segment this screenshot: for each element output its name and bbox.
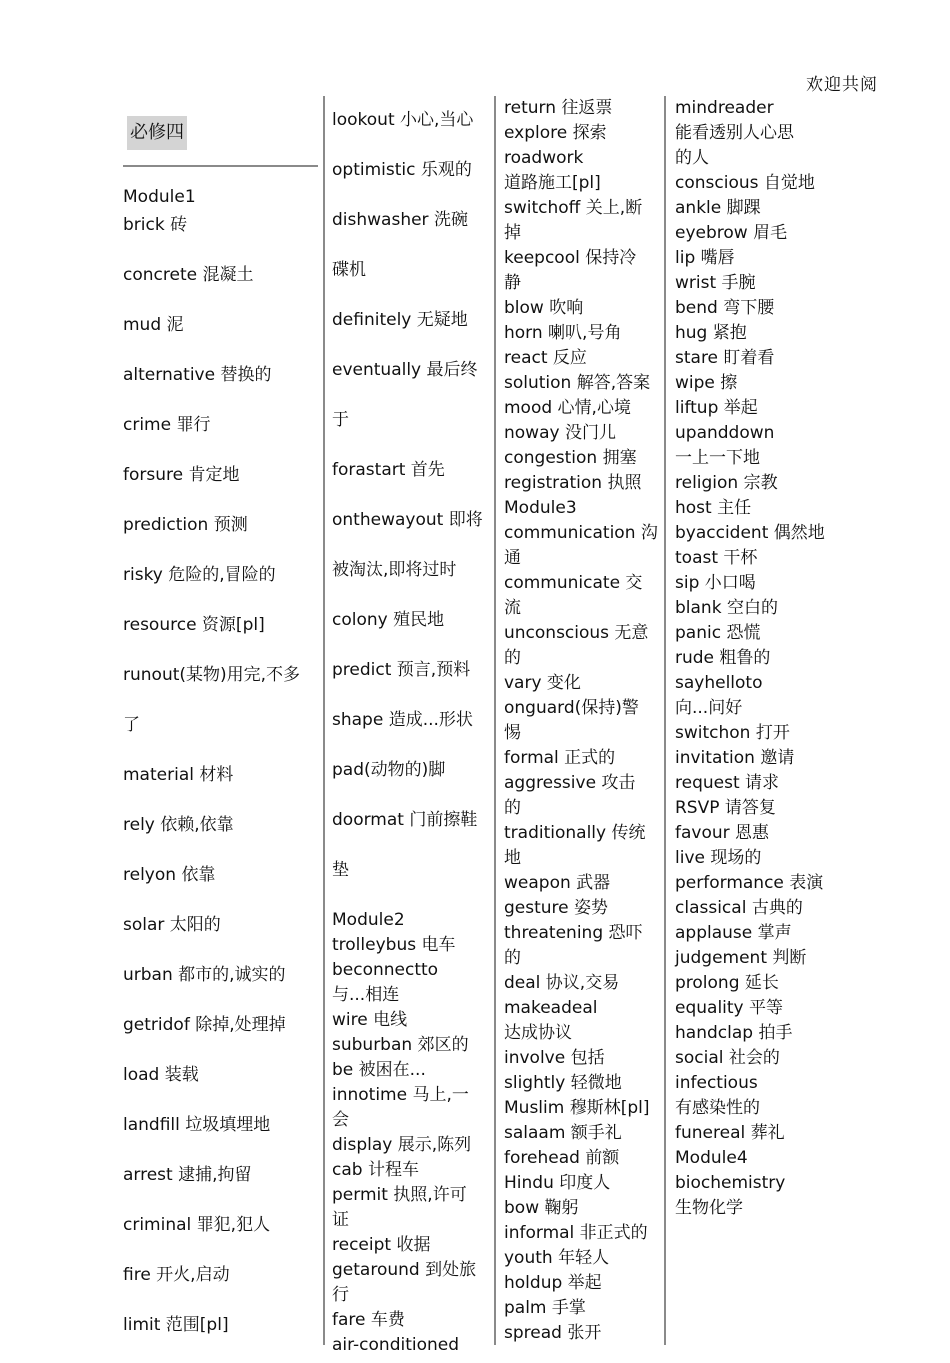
vocab-entry: byaccident 偶然地 [675, 523, 825, 543]
vocab-entry: judgement 判断 [675, 948, 807, 968]
vocab-entry: risky 危险的,冒险的 [123, 565, 276, 585]
vocab-entry: slightly 轻微地 [504, 1073, 622, 1093]
vocab-entry: social 社会的 [675, 1048, 780, 1068]
vocab-entry: lookout 小心,当心 [332, 110, 474, 130]
vocab-entry: informal 非正式的 [504, 1223, 648, 1243]
vocab-entry: sip 小口喝 [675, 573, 756, 593]
vocab-entry: religion 宗教 [675, 473, 778, 493]
vocab-entry: rely 依赖,依靠 [123, 815, 234, 835]
vocab-entry: arrest 逮捕,拘留 [123, 1165, 252, 1185]
vocab-entry: 流 [504, 598, 521, 618]
vocab-entry: stare 盯着看 [675, 348, 775, 368]
vocab-entry: congestion 拥塞 [504, 448, 637, 468]
vocab-entry: receipt 收据 [332, 1235, 431, 1255]
vocab-entry: 惕 [504, 723, 521, 743]
vocab-entry: 有感染性的 [675, 1098, 760, 1118]
vocab-entry: roadwork [504, 148, 584, 168]
vocab-entry: panic 恐慌 [675, 623, 761, 643]
vocab-entry: 证 [332, 1210, 349, 1230]
vocab-entry: 被淘汰,即将过时 [332, 560, 457, 580]
vocab-entry: criminal 罪犯,犯人 [123, 1215, 271, 1235]
vocab-entry: 地 [504, 848, 521, 868]
vocab-entry: 能看透别人心思 [675, 123, 794, 143]
vocab-list [675, 96, 835, 1221]
vocab-entry: optimistic 乐观的 [332, 160, 472, 180]
vocab-entry: solution 解答,答案 [504, 373, 651, 393]
vocab-list [504, 96, 659, 1346]
vocab-entry: noway 没门儿 [504, 423, 616, 443]
vocab-entry: bend 弯下腰 [675, 298, 775, 318]
vocab-entry: colony 殖民地 [332, 610, 445, 630]
vocab-entry: getridof 除掉,处理掉 [123, 1015, 286, 1035]
vocab-entry: gesture 姿势 [504, 898, 609, 918]
vocab-entry: traditionally 传统 [504, 823, 646, 843]
vocab-entry: 向...问好 [675, 698, 743, 718]
vocab-entry: formal 正式的 [504, 748, 616, 768]
vocab-entry: applause 掌声 [675, 923, 792, 943]
vocab-entry: forsure 肯定地 [123, 465, 240, 485]
vocab-entry: wrist 手腕 [675, 273, 756, 293]
vocab-entry: runout(某物)用完,不多 [123, 665, 301, 685]
vocab-entry: innotime 马上,一 [332, 1085, 469, 1105]
vocab-entry: pad(动物的)脚 [332, 760, 446, 780]
vocab-entry: involve 包括 [504, 1048, 605, 1068]
vocab-entry: invitation 邀请 [675, 748, 795, 768]
vocab-entry: 的人 [675, 148, 709, 168]
vocab-entry: holdup 举起 [504, 1273, 602, 1293]
vocab-entry: unconscious 无意 [504, 623, 649, 643]
vocab-entry: registration 执照 [504, 473, 642, 493]
vocab-entry: horn 喇叭,号角 [504, 323, 622, 343]
vocab-entry: 道路施工[pl] [504, 173, 601, 193]
vocab-column-4 [675, 96, 830, 1345]
vocab-entry: 的 [504, 948, 521, 968]
vocab-entry: permit 执照,许可 [332, 1185, 467, 1205]
vocab-entry: request 请求 [675, 773, 780, 793]
vocab-entry: Hindu 印度人 [504, 1173, 611, 1193]
vocab-entry: beconnectto [332, 960, 439, 980]
vocab-entry: crime 罪行 [123, 415, 211, 435]
vocab-list [332, 108, 487, 1358]
vocab-entry: live 现场的 [675, 848, 762, 868]
vocab-entry: air-conditioned [332, 1335, 460, 1355]
vocab-entry: RSVP 请答复 [675, 798, 776, 818]
vocab-entry: weapon 武器 [504, 873, 611, 893]
vocab-entry: 一上一下地 [675, 448, 760, 468]
module-heading: Module2 [332, 910, 405, 930]
vocab-entry: forehead 前额 [504, 1148, 620, 1168]
vocab-entry: material 材料 [123, 765, 234, 785]
vocab-entry: liftup 举起 [675, 398, 758, 418]
vocab-entry: display 展示,陈列 [332, 1135, 472, 1155]
column-separator [323, 96, 325, 1345]
vocab-entry: explore 探索 [504, 123, 607, 143]
vocab-column-3 [504, 96, 657, 1345]
vocab-entry: 会 [332, 1110, 349, 1130]
vocab-entry: definitely 无疑地 [332, 310, 468, 330]
vocab-entry: 掉 [504, 223, 521, 243]
column-separator [494, 96, 496, 1345]
vocab-entry: upanddown [675, 423, 775, 443]
vocab-entry: 达成协议 [504, 1023, 572, 1043]
vocab-entry: palm 手掌 [504, 1298, 586, 1318]
vocab-entry: keepcool 保持冷 [504, 248, 637, 268]
vocab-entry: host 主任 [675, 498, 752, 518]
vocab-entry: resource 资源[pl] [123, 615, 265, 635]
vocab-entry: brick 砖 [123, 215, 188, 235]
vocab-entry: toast 干杯 [675, 548, 758, 568]
vocab-entry: communication 沟 [504, 523, 658, 543]
vocab-entry: dishwasher 洗碗 [332, 210, 468, 230]
vocab-entry: shape 造成...形状 [332, 710, 473, 730]
vocab-entry: 于 [332, 410, 349, 430]
vocab-entry: 的 [504, 648, 521, 668]
vocab-entry: 垫 [332, 860, 349, 880]
vocab-entry: switchoff 关上,断 [504, 198, 643, 218]
module-heading: Module1 [123, 187, 196, 207]
vocab-entry: eyebrow 眉毛 [675, 223, 788, 243]
vocab-entry: youth 年轻人 [504, 1248, 610, 1268]
vocab-entry: hug 紧抱 [675, 323, 747, 343]
vocab-entry: favour 恩惠 [675, 823, 770, 843]
vocab-entry: 与...相连 [332, 985, 400, 1005]
vocab-entry: biochemistry [675, 1173, 786, 1193]
vocab-entry: 静 [504, 273, 521, 293]
vocab-entry: wipe 擦 [675, 373, 738, 393]
vocab-entry: react 反应 [504, 348, 587, 368]
vocab-entry: be 被困在... [332, 1060, 426, 1080]
vocab-entry: load 装载 [123, 1065, 199, 1085]
vocab-entry: suburban 郊区的 [332, 1035, 469, 1055]
vocab-entry: spread 张开 [504, 1323, 602, 1343]
module-heading: Module3 [504, 498, 577, 518]
vocab-entry: 生物化学 [675, 1198, 743, 1218]
vocab-entry: forastart 首先 [332, 460, 445, 480]
vocab-entry: solar 太阳的 [123, 915, 221, 935]
vocab-entry: threatening 恐吓 [504, 923, 643, 943]
vocab-entry: eventually 最后终 [332, 360, 478, 380]
vocab-column-2 [332, 96, 487, 1355]
vocab-entry: funereal 葬礼 [675, 1123, 785, 1143]
vocab-entry: predict 预言,预料 [332, 660, 471, 680]
vocab-entry: 了 [123, 715, 140, 735]
vocab-entry: trolleybus 电车 [332, 935, 456, 955]
vocab-list [123, 185, 323, 1363]
vocab-entry: equality 平等 [675, 998, 784, 1018]
vocab-entry: fare 车费 [332, 1310, 405, 1330]
title-rule [123, 165, 318, 167]
vocab-entry: concrete 混凝土 [123, 265, 254, 285]
vocab-entry: relyon 依靠 [123, 865, 216, 885]
vocab-entry: landfill 垃圾填埋地 [123, 1115, 271, 1135]
vocab-entry: wire 电线 [332, 1010, 408, 1030]
vocab-entry: limit 范围[pl] [123, 1315, 229, 1335]
vocab-entry: onthewayout 即将 [332, 510, 483, 530]
vocab-entry: communicate 交 [504, 573, 643, 593]
vocab-entry: blank 空白的 [675, 598, 778, 618]
vocab-entry: Muslim 穆斯林[pl] [504, 1098, 650, 1118]
vocab-entry: salaam 额手礼 [504, 1123, 622, 1143]
vocab-entry: 通 [504, 548, 521, 568]
vocab-entry: performance 表演 [675, 873, 824, 893]
vocab-entry: mood 心情,心境 [504, 398, 631, 418]
vocab-entry: handclap 拍手 [675, 1023, 793, 1043]
vocab-entry: 的 [504, 798, 521, 818]
vocab-entry: aggressive 攻击 [504, 773, 636, 793]
vocab-column-1 [123, 96, 315, 1345]
vocab-entry: makeadeal [504, 998, 598, 1018]
vocab-entry: infectious [675, 1073, 758, 1093]
vocab-entry: 碟机 [332, 260, 366, 280]
vocab-entry: urban 都市的,诚实的 [123, 965, 286, 985]
vocab-entry: vary 变化 [504, 673, 581, 693]
vocab-entry: mindreader [675, 98, 774, 118]
vocab-entry: onguard(保持)警 [504, 698, 639, 718]
vocab-entry: classical 古典的 [675, 898, 803, 918]
column-separator [664, 96, 666, 1345]
vocab-entry: alternative 替换的 [123, 365, 272, 385]
vocab-entry: prolong 延长 [675, 973, 779, 993]
vocab-entry: blow 吹响 [504, 298, 584, 318]
book-title: 必修四 [127, 116, 187, 150]
vocab-entry: doormat 门前擦鞋 [332, 810, 478, 830]
vocab-entry: switchon 打开 [675, 723, 790, 743]
vocab-entry: cab 计程车 [332, 1160, 419, 1180]
vocab-entry: rude 粗鲁的 [675, 648, 771, 668]
vocab-entry: bow 鞠躬 [504, 1198, 579, 1218]
vocab-entry: deal 协议,交易 [504, 973, 620, 993]
vocab-entry: getaround 到处旅 [332, 1260, 477, 1280]
vocab-entry: mud 泥 [123, 315, 184, 335]
vocab-entry: prediction 预测 [123, 515, 248, 535]
vocab-entry: ankle 脚踝 [675, 198, 761, 218]
page-header-note: 欢迎共阅 [806, 75, 878, 95]
module-heading: Module4 [675, 1148, 748, 1168]
vocab-entry: 行 [332, 1285, 349, 1305]
vocab-entry: fire 开火,启动 [123, 1265, 230, 1285]
vocab-entry: sayhelloto [675, 673, 763, 693]
vocab-entry: return 往返票 [504, 98, 613, 118]
vocab-entry: lip 嘴唇 [675, 248, 735, 268]
vocab-entry: conscious 自觉地 [675, 173, 815, 193]
